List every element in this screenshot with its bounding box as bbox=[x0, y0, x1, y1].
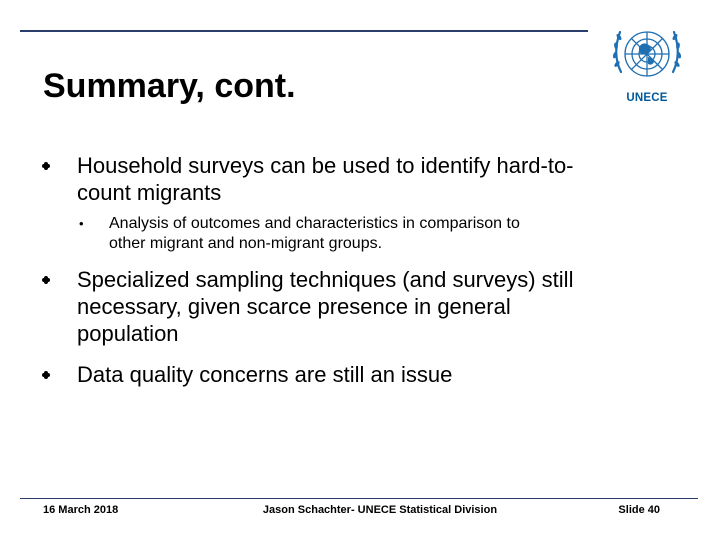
sub-bullet-dot-icon: • bbox=[79, 216, 84, 231]
bullet-item bbox=[77, 266, 637, 347]
bullet-item bbox=[77, 361, 637, 388]
slide-title: Summary, cont. bbox=[43, 67, 296, 105]
logo-label: UNECE bbox=[626, 92, 668, 104]
footer-date: 16 March 2018 bbox=[43, 504, 119, 516]
footer-author: Jason Schachter- UNECE Statistical Division bbox=[262, 504, 498, 516]
bullet-line: Data quality concerns are still an issue bbox=[77, 362, 453, 387]
sub-bullet-line: other migrant and non-migrant groups. bbox=[109, 235, 383, 252]
bullet-line: necessary, given scarce presence in general bbox=[77, 294, 511, 319]
bottom-rule bbox=[20, 498, 698, 499]
sub-bullet-item bbox=[79, 214, 649, 254]
bullet-item bbox=[77, 152, 637, 206]
bullet-line: Household surveys can be used to identify hard-to- bbox=[77, 153, 574, 178]
bullet-line: Specialized sampling techniques (and surveys) still bbox=[77, 267, 574, 292]
top-rule bbox=[20, 30, 588, 32]
footer-slide-number: Slide 40 bbox=[618, 504, 660, 516]
diamond-bullet-icon bbox=[39, 152, 53, 179]
diamond-bullet-icon bbox=[39, 266, 53, 293]
diamond-bullet-icon bbox=[39, 361, 53, 388]
bullet-line: population bbox=[77, 321, 179, 346]
sub-bullet-line: Analysis of outcomes and characteristics in comparison to bbox=[109, 215, 520, 232]
bullet-line: count migrants bbox=[77, 180, 222, 205]
